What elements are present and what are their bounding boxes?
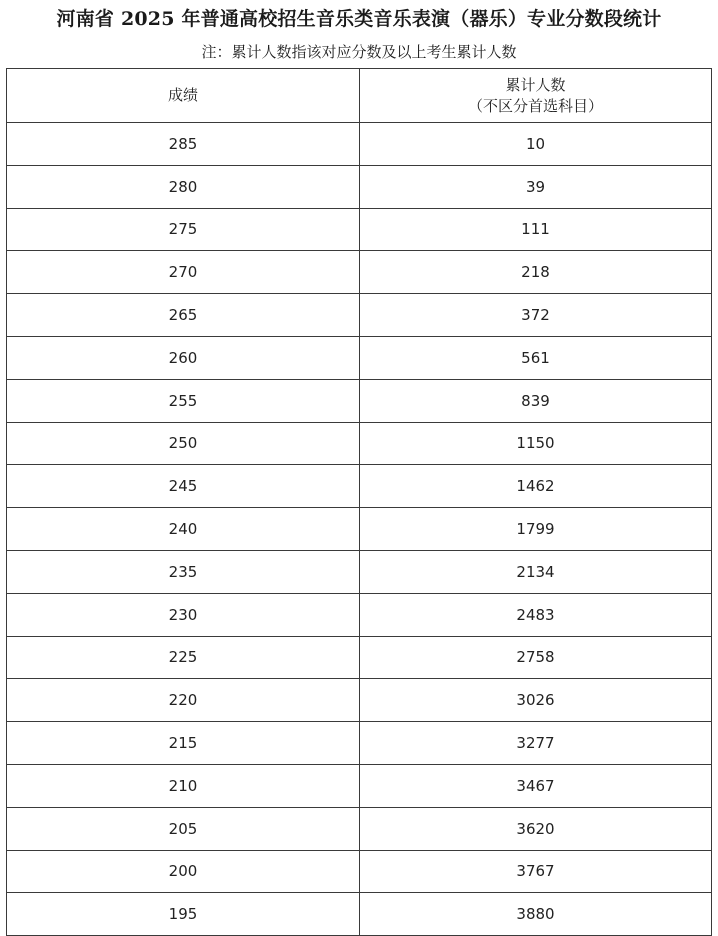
score-cell: 225 bbox=[7, 636, 360, 679]
table-row bbox=[7, 379, 712, 422]
header-cumulative-label: 累计人数 bbox=[505, 75, 566, 94]
score-cell: 275 bbox=[7, 208, 360, 251]
cumulative-cell: 3467 bbox=[360, 764, 712, 807]
table-row bbox=[7, 336, 712, 379]
table-row bbox=[7, 893, 712, 936]
cumulative-cell: 2483 bbox=[360, 593, 712, 636]
cumulative-cell: 372 bbox=[360, 294, 712, 337]
score-cell: 285 bbox=[7, 123, 360, 166]
cumulative-cell: 3880 bbox=[360, 893, 712, 936]
score-cell: 250 bbox=[7, 422, 360, 465]
cumulative-cell: 2758 bbox=[360, 636, 712, 679]
score-cell: 280 bbox=[7, 165, 360, 208]
table-row bbox=[7, 465, 712, 508]
score-cell: 260 bbox=[7, 336, 360, 379]
header-cumulative bbox=[360, 69, 712, 123]
cumulative-cell: 1799 bbox=[360, 508, 712, 551]
header-cumulative-sublabel: （不区分首选科目） bbox=[467, 96, 603, 115]
table-row bbox=[7, 165, 712, 208]
score-cell: 220 bbox=[7, 679, 360, 722]
table-row bbox=[7, 550, 712, 593]
table-row bbox=[7, 850, 712, 893]
cumulative-cell: 3277 bbox=[360, 722, 712, 765]
table-row bbox=[7, 422, 712, 465]
score-cell: 255 bbox=[7, 379, 360, 422]
score-cell: 210 bbox=[7, 764, 360, 807]
score-cell: 265 bbox=[7, 294, 360, 337]
cumulative-cell: 10 bbox=[360, 123, 712, 166]
score-cell: 200 bbox=[7, 850, 360, 893]
score-cell: 245 bbox=[7, 465, 360, 508]
table-row bbox=[7, 508, 712, 551]
cumulative-cell: 111 bbox=[360, 208, 712, 251]
score-cell: 205 bbox=[7, 807, 360, 850]
table-row bbox=[7, 764, 712, 807]
table-row bbox=[7, 807, 712, 850]
score-cell: 195 bbox=[7, 893, 360, 936]
cumulative-cell: 218 bbox=[360, 251, 712, 294]
table-row bbox=[7, 251, 712, 294]
table-header-row bbox=[7, 69, 712, 123]
cumulative-cell: 839 bbox=[360, 379, 712, 422]
cumulative-cell: 3026 bbox=[360, 679, 712, 722]
cumulative-cell: 39 bbox=[360, 165, 712, 208]
score-cell: 235 bbox=[7, 550, 360, 593]
cumulative-cell: 3620 bbox=[360, 807, 712, 850]
score-cell: 270 bbox=[7, 251, 360, 294]
score-distribution-table bbox=[6, 68, 712, 936]
table-row bbox=[7, 123, 712, 166]
document-title: 河南省 2025 年普通高校招生音乐类音乐表演（器乐）专业分数段统计 bbox=[56, 8, 662, 30]
document-note: 注：累计人数指该对应分数及以上考生累计人数 bbox=[201, 43, 517, 61]
cumulative-cell: 3767 bbox=[360, 850, 712, 893]
table-row bbox=[7, 208, 712, 251]
header-score-label: 成绩 bbox=[167, 86, 198, 104]
score-cell: 230 bbox=[7, 593, 360, 636]
table-row bbox=[7, 636, 712, 679]
cumulative-cell: 561 bbox=[360, 336, 712, 379]
table-row bbox=[7, 593, 712, 636]
table-row bbox=[7, 722, 712, 765]
score-cell: 240 bbox=[7, 508, 360, 551]
header-score bbox=[7, 69, 360, 123]
score-cell: 215 bbox=[7, 722, 360, 765]
table-row bbox=[7, 679, 712, 722]
cumulative-cell: 2134 bbox=[360, 550, 712, 593]
table-body bbox=[7, 123, 712, 936]
table-row bbox=[7, 294, 712, 337]
cumulative-cell: 1150 bbox=[360, 422, 712, 465]
cumulative-cell: 1462 bbox=[360, 465, 712, 508]
